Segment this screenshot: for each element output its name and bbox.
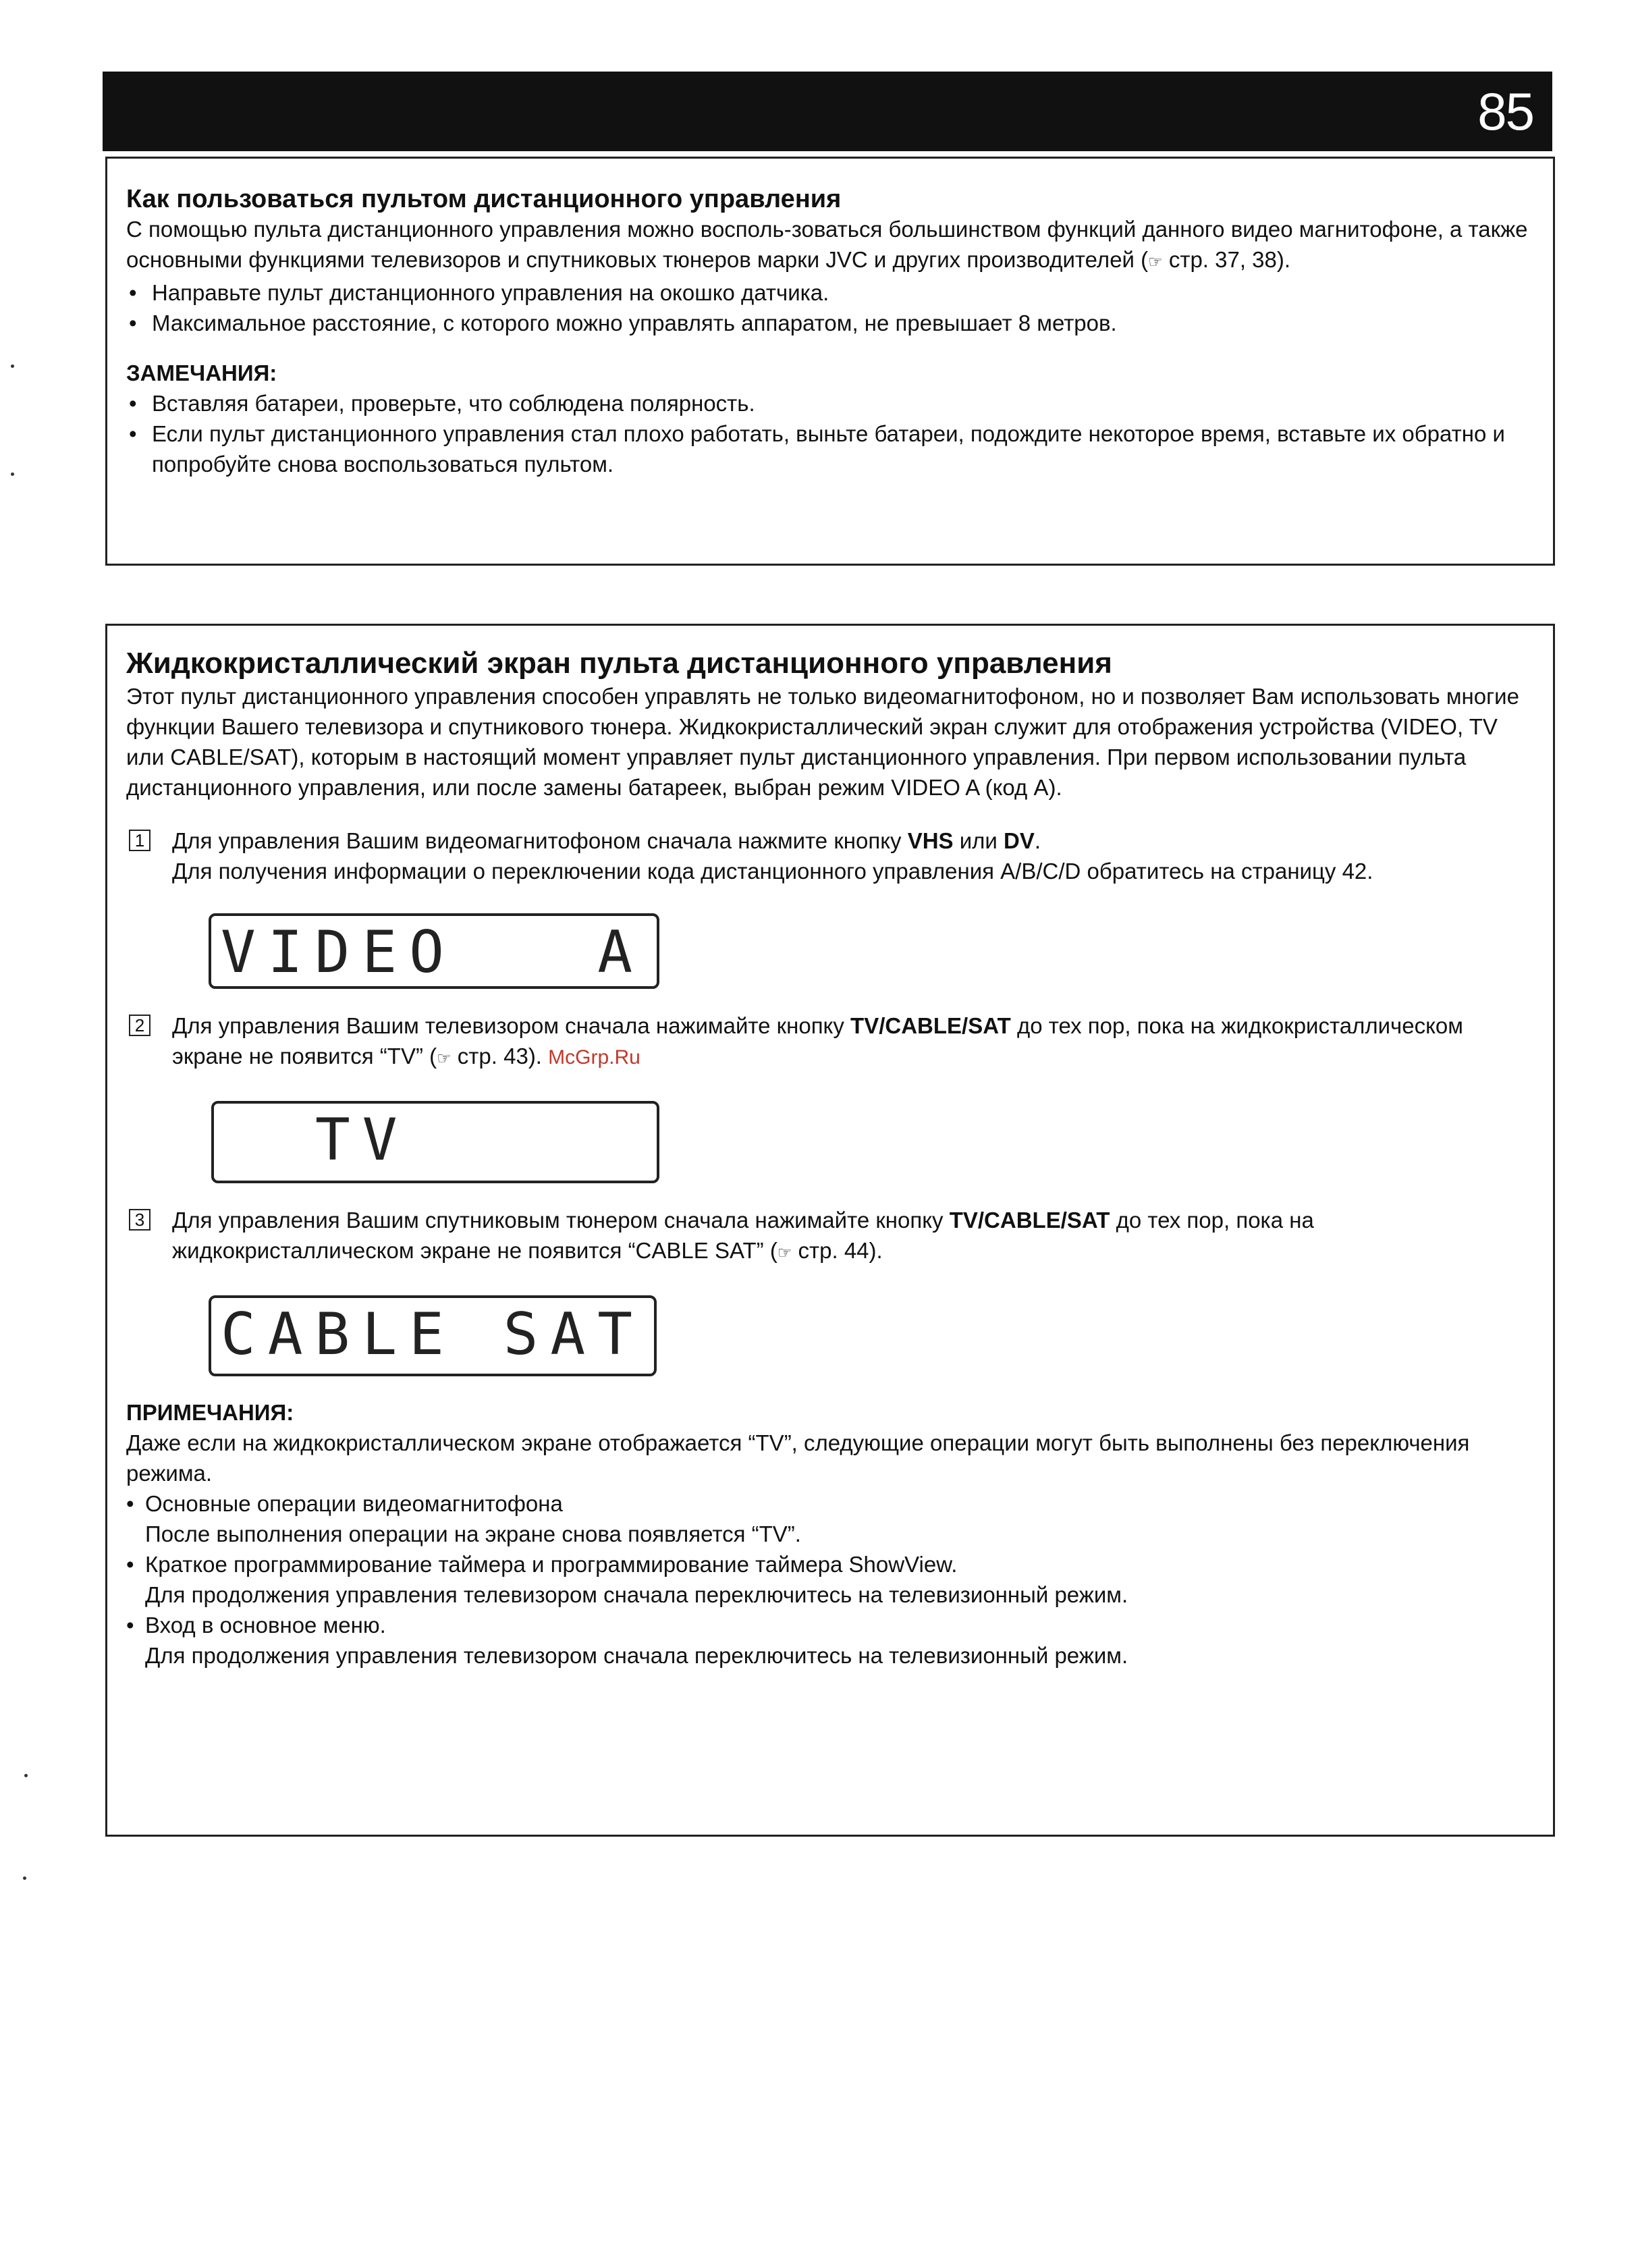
lcd-display-tv [211, 1101, 659, 1183]
notes-heading: ПРИМЕЧАНИЯ: [126, 1400, 294, 1425]
lcd-text: CABLE SAT [221, 1301, 645, 1368]
margin-dot [24, 1774, 28, 1777]
page-reference-icon: ☞ [437, 1050, 452, 1068]
step-2 [126, 1010, 1533, 1074]
step-3 [126, 1205, 1533, 1268]
margin-dot [11, 473, 14, 476]
list-item: • Краткое программирование таймера и программирование таймера ShowView. Для продолжения управления телевизором сначала переключитесь на телевизионный режим. [126, 1549, 1533, 1610]
section-title: Жидкокристаллический экран пульта дистанционного управления [126, 647, 1112, 680]
watermark: McGrp.Ru [548, 1046, 640, 1069]
lcd-text: VIDEO A [221, 919, 645, 986]
notes-intro: Даже если на жидкокристаллическом экране отображается “TV”, следующие операции могут быть выполнены без переключения режима. [126, 1430, 1470, 1486]
list-item: • Максимальное расстояние, с которого можно управлять аппаратом, не превышает 8 метров. [126, 308, 1533, 338]
step-number: 2 [129, 1015, 151, 1036]
section-intro: С помощью пульта дистанционного управления можно восполь-зоваться большинством функций данного видео магнитофоне, а также основными функциями телевизоров и спутниковых тюнеров марки JVC и других производителей (☞ стр. 37, 38). [126, 217, 1528, 272]
notes-list [126, 388, 1533, 479]
margin-dot [23, 1877, 26, 1880]
section-title: Как пользоваться пультом дистанционного управления [126, 185, 842, 213]
lcd-text: TV [315, 1106, 410, 1174]
page-reference-icon: ☞ [1148, 253, 1163, 271]
notes-heading: ЗАМЕЧАНИЯ: [126, 360, 277, 385]
lcd-display-cable-sat [209, 1295, 657, 1376]
page-number: 85 [1477, 82, 1533, 141]
margin-dot [11, 364, 14, 368]
step-detail: Для получения информации о переключении кода дистанционного управления A/B/C/D обратитесь на страницу 42. [172, 859, 1373, 884]
list-item: • Если пульт дистанционного управления стал плохо работать, выньте батареи, подождите некоторое время, вставьте их обратно и попробуйте снова воспользоваться пультом. [126, 418, 1533, 479]
page-reference-icon: ☞ [777, 1244, 792, 1262]
list-item: • Вставляя батареи, проверьте, что соблюдена полярность. [126, 388, 1533, 418]
step-number: 3 [129, 1209, 151, 1231]
lcd-display-video [209, 913, 659, 989]
remote-usage-section [105, 157, 1555, 566]
notes-list [126, 1488, 1533, 1671]
step-number: 1 [129, 830, 151, 851]
list-item: • Вход в основное меню. Для продолжения управления телевизором сначала переключитесь на телевизионный режим. [126, 1610, 1533, 1671]
step-text: Для управления Вашим видеомагнитофоном сначала нажмите кнопку VHS или DV. [172, 828, 1041, 853]
page-header-bar [103, 72, 1552, 151]
section-intro: Этот пульт дистанционного управления способен управлять не только видеомагнитофоном, но и позволяет Вам использовать многие функции Вашего телевизора и спутникового тюнера. Жидкокристаллический экран служит для отображения устройства (VIDEO, TV или CABLE/SAT), которым в настоящий момент управляет пульт дистанционного управления. При первом использовании пульта дистанционного управления, или после замены батареек, выбран режим VIDEO A (код A). [126, 684, 1519, 800]
list-item: • Основные операции видеомагнитофона После выполнения операции на экране снова появляется “TV”. [126, 1488, 1533, 1549]
step-text: Для управления Вашим телевизором сначала нажимайте кнопку TV/CABLE/SAT до тех пор, пока на жидкокристаллическом экране не появится “TV” (☞ стр. 43). McGrp.Ru [172, 1013, 1463, 1069]
step-1 [126, 826, 1533, 886]
list-item: • Направьте пульт дистанционного управления на окошко датчика. [126, 277, 1533, 308]
lcd-screen-section [105, 624, 1555, 1837]
step-text: Для управления Вашим спутниковым тюнером сначала нажимайте кнопку TV/CABLE/SAT до тех пор, пока на жидкокристаллическом экране не появится “CABLE SAT” (☞ стр. 44). [172, 1208, 1314, 1263]
bullet-list [126, 277, 1533, 338]
